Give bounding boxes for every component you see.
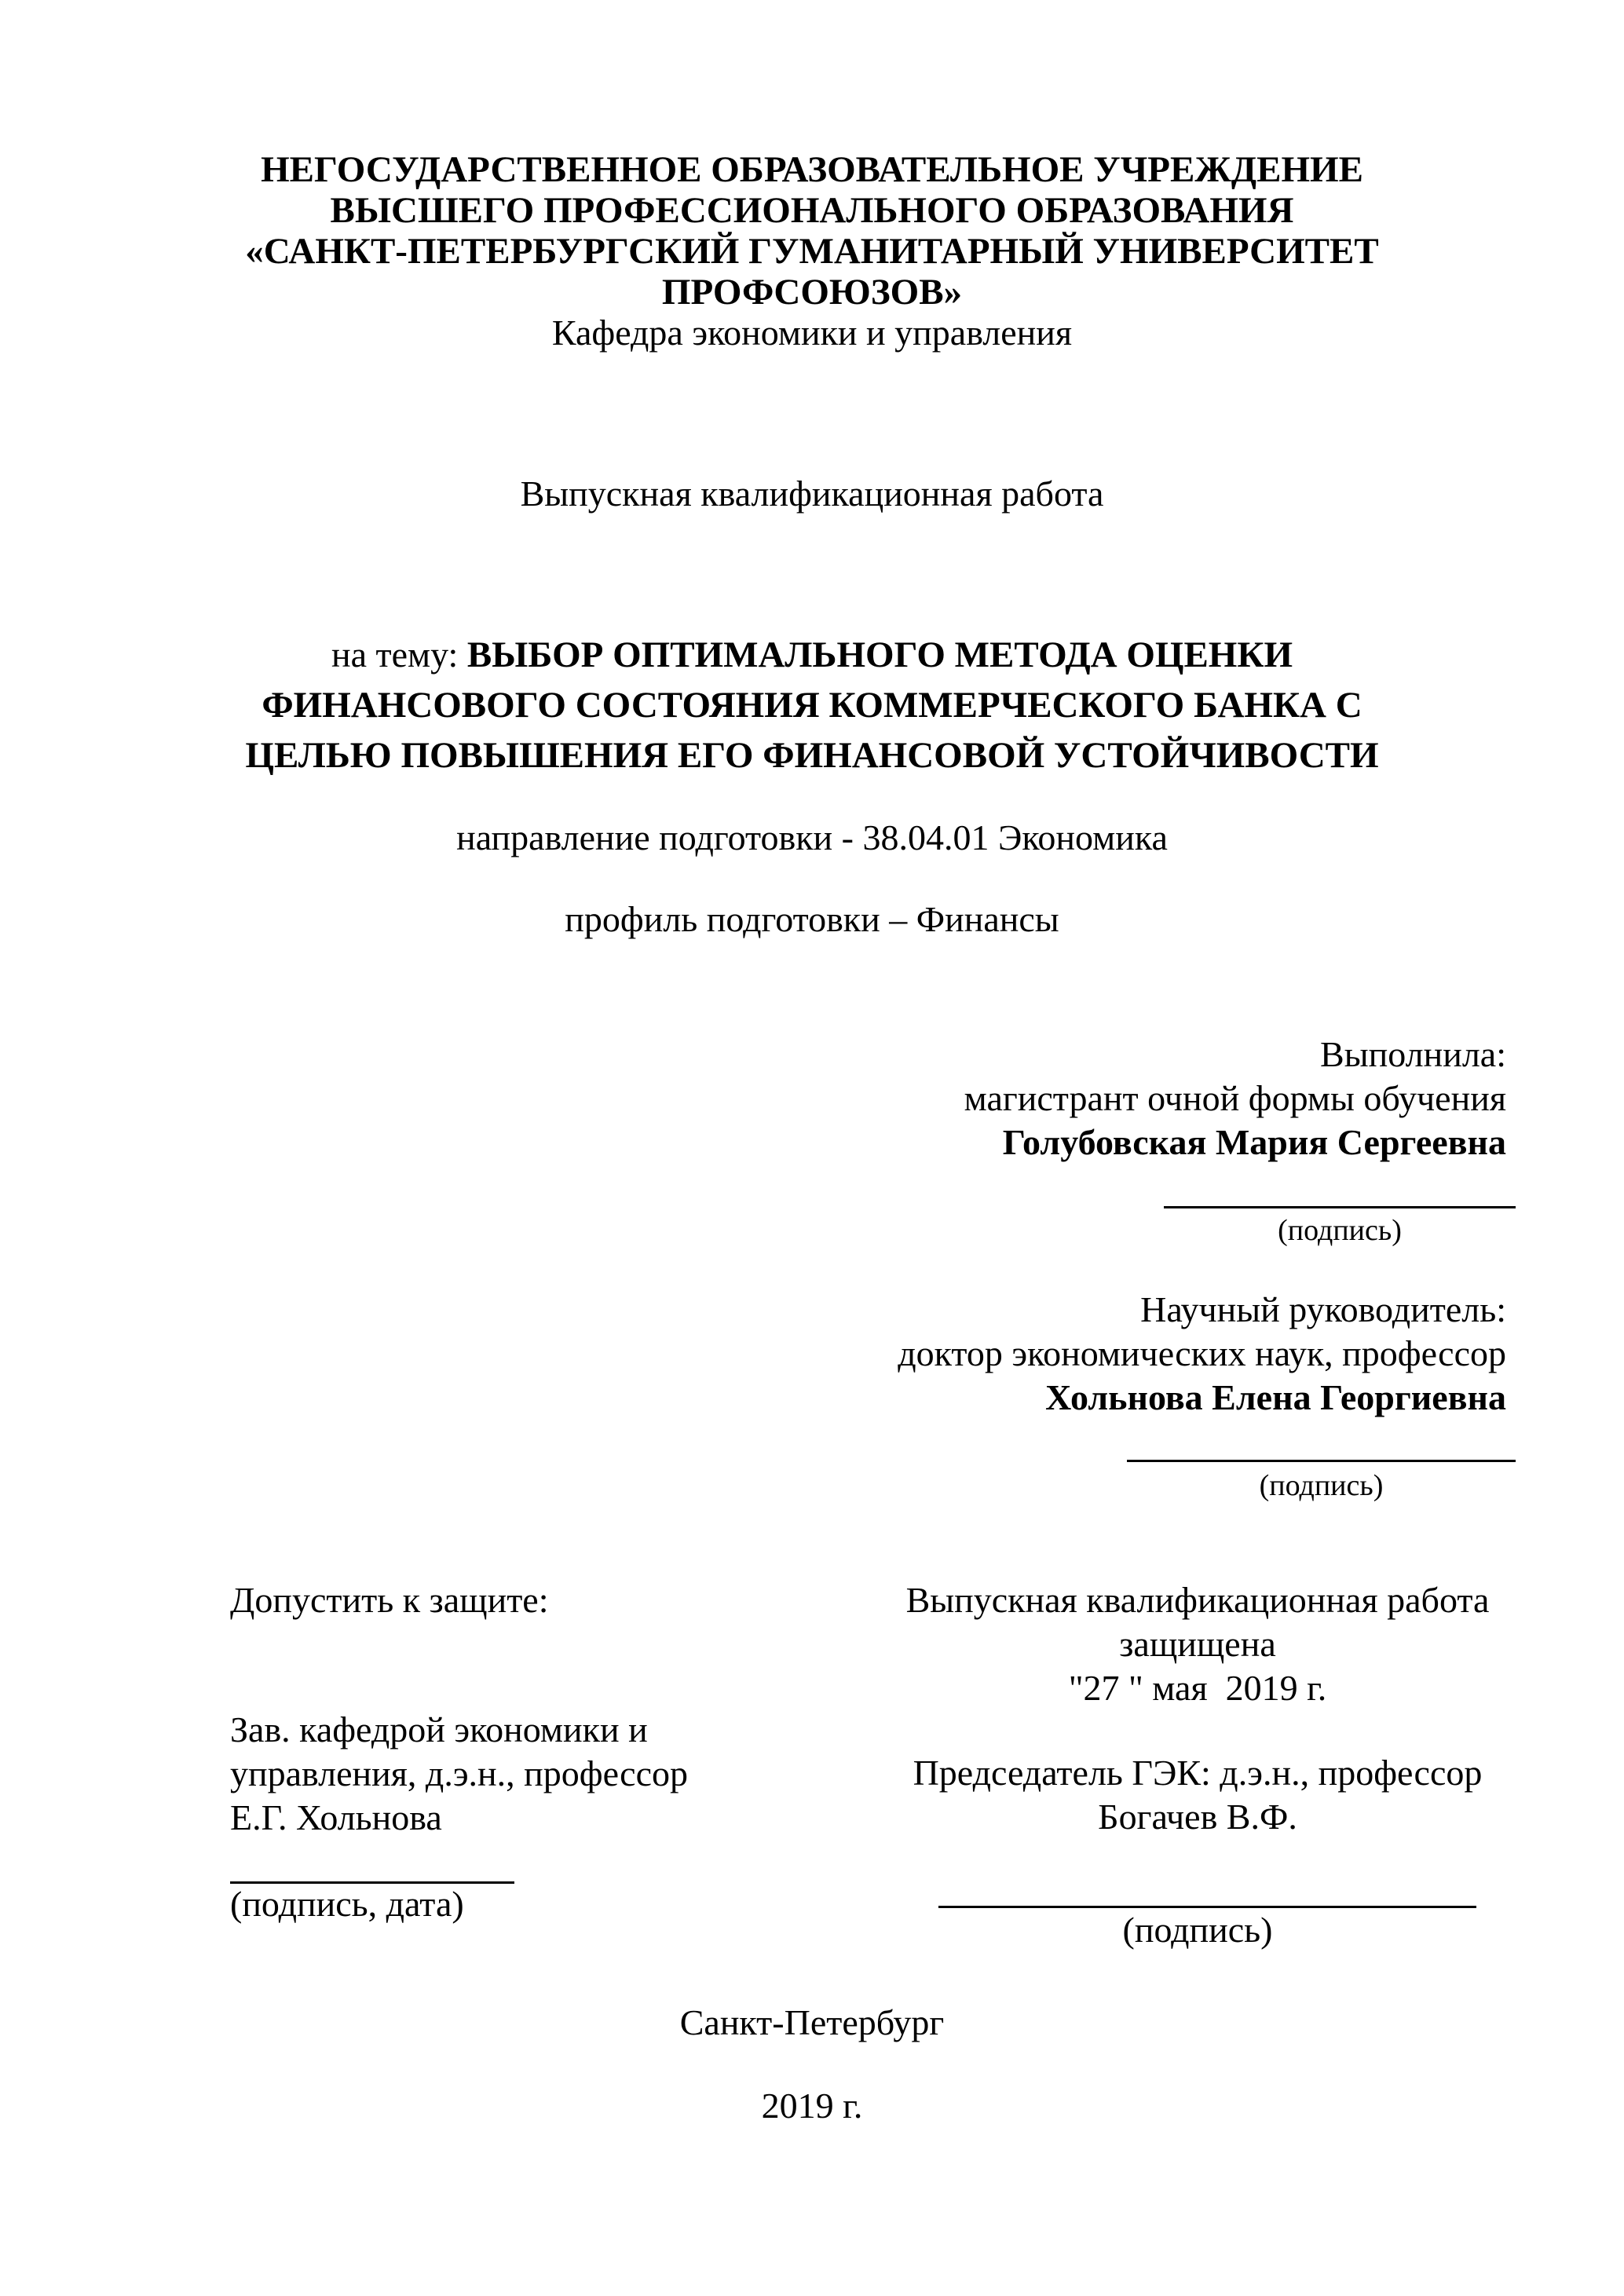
supervisor-signature-line	[1127, 1460, 1516, 1462]
thesis-topic	[0, 630, 1624, 781]
institution-header	[0, 149, 1624, 353]
defense-date: "27 " мая 2019 г.	[1068, 1668, 1327, 1708]
supervisor-degree: доктор экономических наук, профессор	[898, 1333, 1506, 1373]
topic-title-part-1: ВЫБОР ОПТИМАЛЬНОГО МЕТОДА ОЦЕНКИ	[466, 634, 1293, 675]
chair-line-2: Богачев В.Ф.	[1098, 1797, 1297, 1837]
year: 2019 г.	[761, 2086, 863, 2126]
supervisor-label: Научный руководитель:	[1140, 1289, 1506, 1329]
supervisor-block	[898, 1288, 1506, 1420]
head-of-department	[230, 1708, 688, 1840]
author-status: магистрант очной формы обучения	[964, 1078, 1506, 1118]
author-name: Голубовская Мария Сергеевна	[1002, 1122, 1506, 1162]
institution-line-3: «САНКТ-ПЕТЕРБУРГСКИЙ ГУМАНИТАРНЫЙ УНИВЕРСИТЕТ	[245, 231, 1379, 272]
author-label: Выполнила:	[1320, 1034, 1506, 1074]
supervisor-name: Хольнова Елена Георгиевна	[1045, 1377, 1506, 1417]
department-name: Кафедра экономики и управления	[551, 313, 1073, 353]
city: Санкт-Петербург	[679, 2002, 945, 2042]
institution-line-2: ВЫСШЕГО ПРОФЕССИОНАЛЬНОГО ОБРАЗОВАНИЯ	[330, 190, 1294, 231]
topic-title-part-2: ФИНАНСОВОГО СОСТОЯНИЯ КОММЕРЧЕСКОГО БАНКА С	[262, 685, 1362, 726]
author-signature-caption: (подпись)	[1278, 1214, 1402, 1247]
admission-label: Допустить к защите:	[230, 1580, 549, 1620]
study-profile: профиль подготовки – Финансы	[565, 899, 1059, 939]
defense-line-1: Выпускная квалификационная работа	[905, 1580, 1490, 1620]
defense-block	[880, 1578, 1516, 1710]
chair-line-1: Председатель ГЭК: д.э.н., профессор	[913, 1753, 1483, 1793]
author-signature-line	[1164, 1206, 1516, 1208]
study-direction: направление подготовки - 38.04.01 Экономика	[456, 817, 1168, 857]
topic-line-1	[0, 630, 1624, 680]
head-signature-caption: (подпись, дата)	[230, 1884, 464, 1924]
head-line-2: управления, д.э.н., профессор	[230, 1753, 688, 1793]
topic-title-part-3: ЦЕЛЬЮ ПОВЫШЕНИЯ ЕГО ФИНАНСОВОЙ УСТОЙЧИВОСТИ	[245, 735, 1379, 776]
author-block	[964, 1033, 1506, 1164]
topic-prefix: на тему:	[331, 634, 467, 675]
head-line-3: Е.Г. Хольнова	[230, 1797, 442, 1837]
chair-signature-caption: (подпись)	[1122, 1910, 1273, 1950]
head-line-1: Зав. кафедрой экономики и	[230, 1709, 648, 1749]
defense-line-2: защищена	[1119, 1624, 1276, 1664]
institution-line-1: НЕГОСУДАРСТВЕННОЕ ОБРАЗОВАТЕЛЬНОЕ УЧРЕЖДЕНИЕ	[261, 149, 1363, 190]
institution-line-4: ПРОФСОЮЗОВ»	[661, 272, 963, 313]
commission-chair	[880, 1751, 1516, 1839]
work-type: Выпускная квалификационная работа	[520, 473, 1104, 514]
supervisor-signature-caption: (подпись)	[1259, 1469, 1384, 1502]
